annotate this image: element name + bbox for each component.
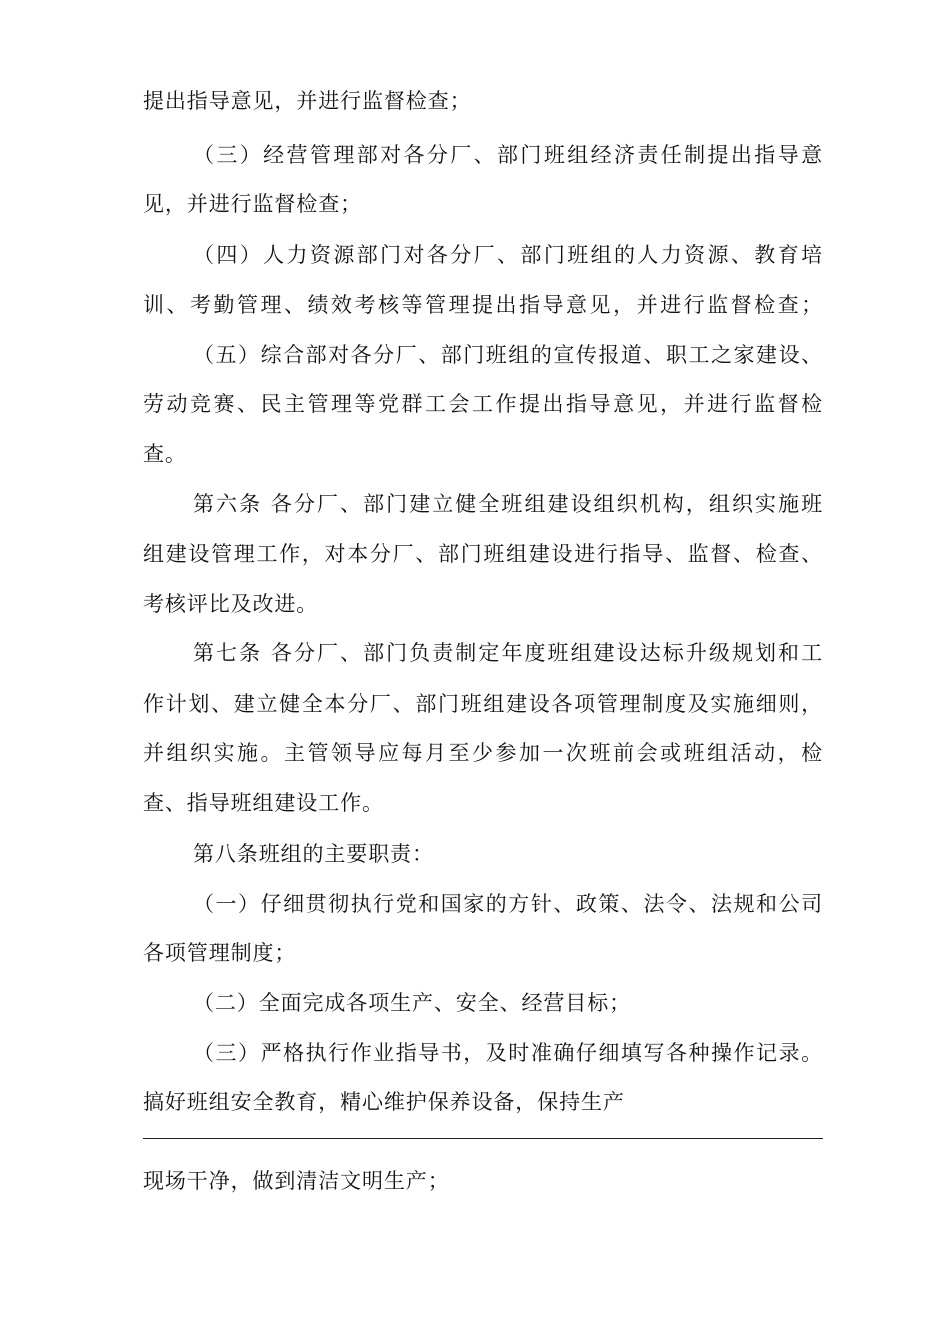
text-line: （三）经营管理部对各分厂、部门班组经济责任制提出指导意 (193, 143, 823, 167)
text-line: （二）全面完成各项生产、安全、经营目标； (193, 991, 631, 1015)
text-line: 作计划、建立健全本分厂、部门班组建设各项管理制度及实施细则， (143, 692, 823, 716)
text-line: 劳动竞赛、民主管理等党群工会工作提出指导意见，并进行监督检 (143, 392, 823, 416)
text-line: 组建设管理工作，对本分厂、部门班组建设进行指导、监督、检查、 (143, 542, 823, 566)
text-line: 训、考勤管理、绩效考核等管理提出指导意见，并进行监督检查； (143, 293, 823, 317)
text-line: 提出指导意见，并进行监督检查； (143, 89, 472, 113)
text-line: 查。 (143, 442, 187, 466)
text-line: 各项管理制度； (143, 941, 297, 965)
text-line: 查、指导班组建设工作。 (143, 791, 384, 815)
text-line: 考核评比及改进。 (143, 592, 319, 616)
text-line: 现场干净，做到清洁文明生产； (143, 1169, 450, 1193)
text-line: 搞好班组安全教育，精心维护保养设备，保持生产 (143, 1090, 625, 1114)
text-line: 第六条 各分厂、部门建立健全班组建设组织机构，组织实施班 (193, 492, 823, 516)
text-line: （五）综合部对各分厂、部门班组的宣传报道、职工之家建设、 (193, 343, 823, 367)
text-line: （三）严格执行作业指导书，及时准确仔细填写各种操作记录。 (193, 1041, 823, 1065)
text-line: 见，并进行监督检查； (143, 192, 362, 216)
text-line: 并组织实施。主管领导应每月至少参加一次班前会或班组活动，检 (143, 741, 823, 765)
text-line: （四）人力资源部门对各分厂、部门班组的人力资源、教育培 (193, 243, 823, 267)
text-line: 第七条 各分厂、部门负责制定年度班组建设达标升级规划和工 (193, 641, 823, 665)
text-line: 第八条班组的主要职责： (193, 842, 434, 866)
page-divider (143, 1138, 823, 1139)
text-line: （一）仔细贯彻执行党和国家的方针、政策、法令、法规和公司 (193, 892, 823, 916)
